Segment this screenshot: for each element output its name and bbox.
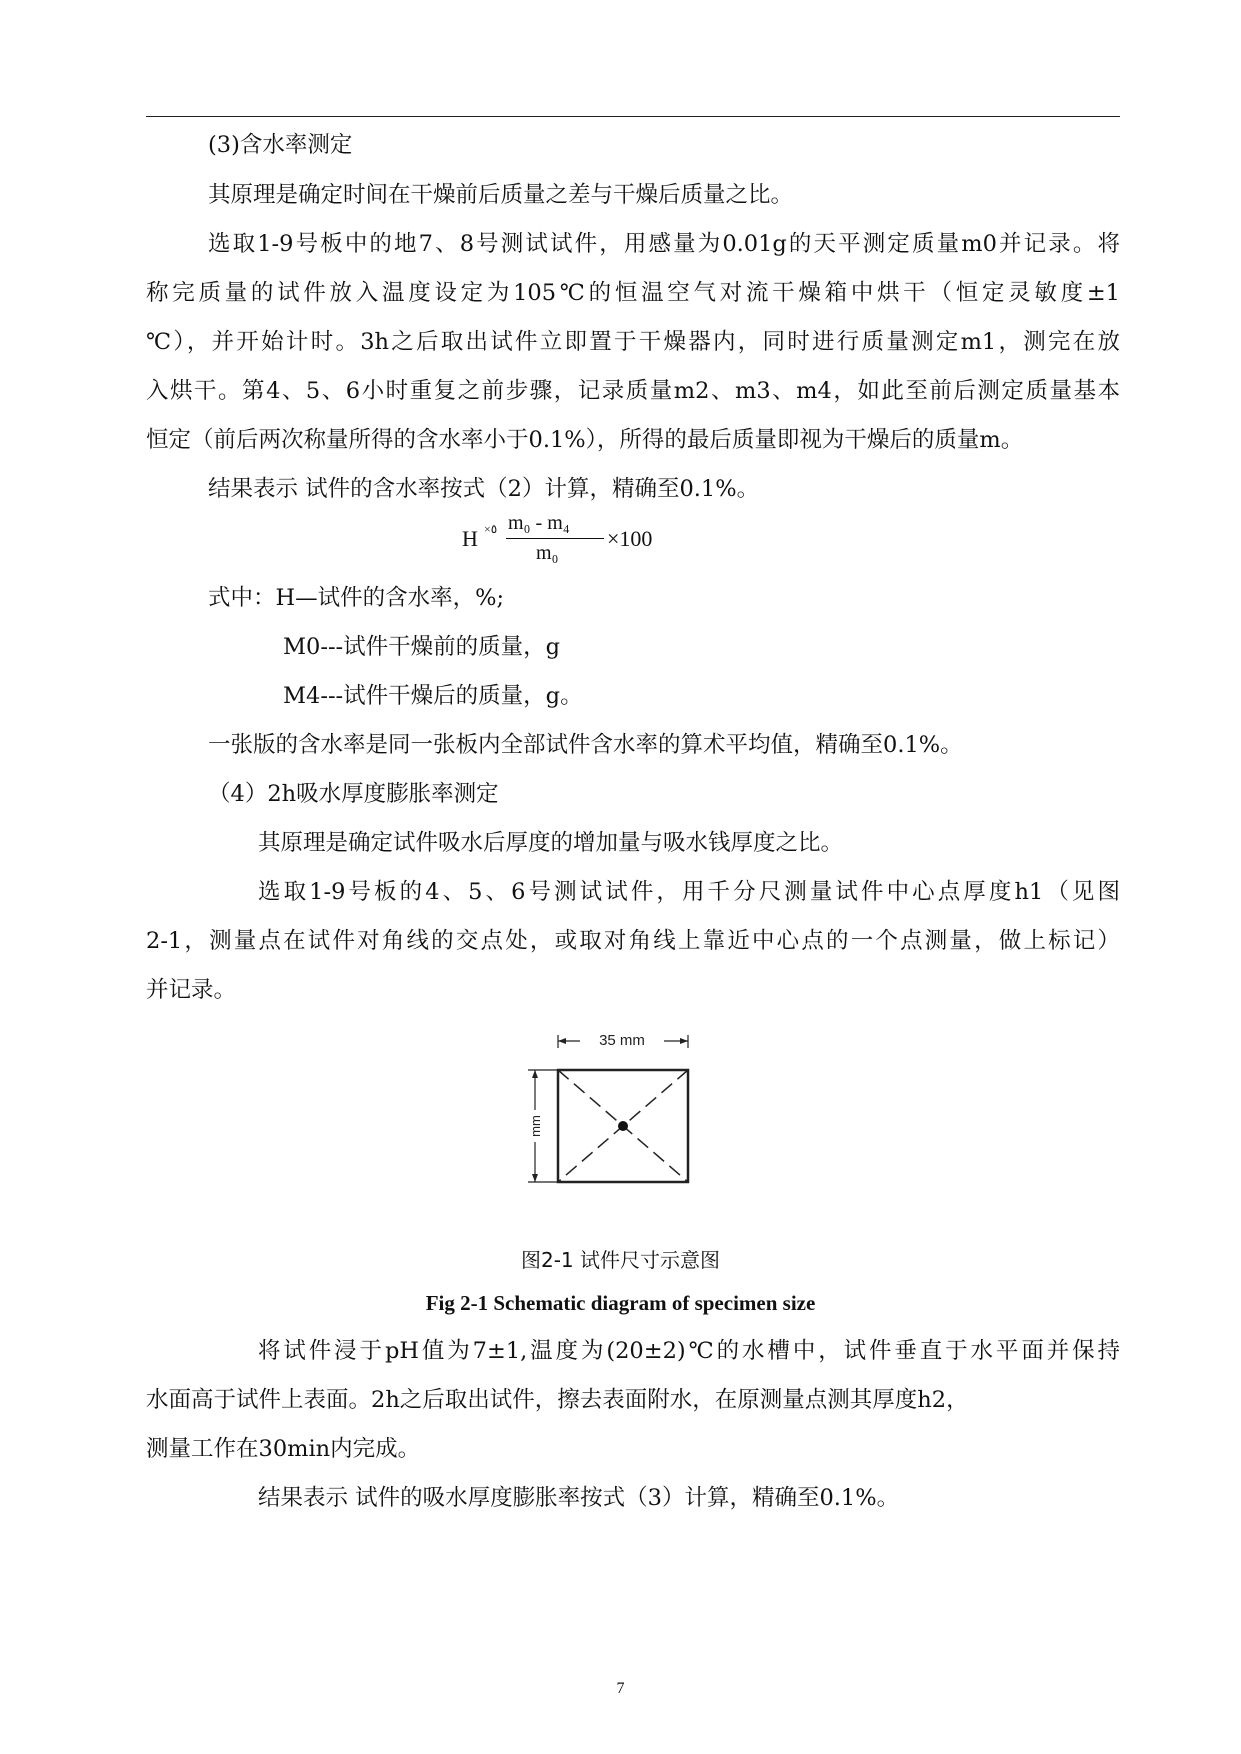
paragraph-line: 将试件浸于pH值为7±1,温度为(20±2)℃的水槽中，试件垂直于水平面并保持 (258, 1338, 1120, 1364)
paragraph-line: ℃），并开始计时。3h之后取出试件立即置于干燥器内，同时进行质量测定m1，测完在放 (146, 329, 1120, 355)
page-number: 7 (616, 1680, 625, 1697)
specimen-diagram (510, 1030, 700, 1200)
result-statement: 结果表示 试件的含水率按式（2）计算，精确至0.1%。 (208, 476, 760, 502)
paragraph-line: 入烘干。第4、5、6小时重复之前步骤，记录质量m2、m3、m4，如此至前后测定质量基本 (146, 378, 1120, 404)
top-dimension-label: 35 mm (599, 1032, 645, 1049)
paragraph-line: 称完质量的试件放入温度设定为105℃的恒温空气对流干燥箱中烘干（恒定灵敏度±1 (146, 280, 1120, 306)
paragraph-line: 测量工作在30min内完成。 (146, 1436, 421, 1462)
formula-denominator: m₀ (536, 542, 559, 564)
paragraph-line: 2-1，测量点在试件对角线的交点处，或取对角线上靠近中心点的一个点测量，做上标记） (146, 928, 1120, 954)
paragraph-line: 其原理是确定时间在干燥前后质量之差与干燥后质量之比。 (208, 182, 794, 208)
paragraph-line: 选取1-9号板的4、5、6号测试试件，用千分尺测量试件中心点厚度h1（见图 (258, 879, 1120, 905)
formula-eq-symbol: ×٥ (484, 522, 498, 536)
variable-definition: 式中：H—试件的含水率，%; (208, 585, 505, 611)
section-heading-swelling: （4）2h吸水厚度膨胀率测定 (208, 781, 499, 807)
paragraph-line: 其原理是确定试件吸水后厚度的增加量与吸水钱厚度之比。 (258, 830, 844, 856)
center-measure-point (618, 1121, 628, 1131)
header-rule (146, 116, 1120, 117)
side-dimension-label: mm (528, 1115, 543, 1137)
variable-definition: M0---试件干燥前的质量，g (283, 634, 561, 660)
figure-caption-cn: 图2-1 试件尺寸示意图 (520, 1248, 721, 1272)
section-heading-moisture: (3)含水率测定 (208, 132, 353, 158)
formula-multiplier: ×100 (607, 526, 653, 551)
variable-definition: M4---试件干燥后的质量，g。 (283, 683, 583, 709)
moisture-formula (462, 512, 702, 572)
paragraph-line: 恒定（前后两次称量所得的含水率小于0.1%），所得的最后质量即视为干燥后的质量m。 (146, 427, 1024, 453)
figure-caption-en: Fig 2-1 Schematic diagram of specimen size (425, 1291, 816, 1315)
paragraph-line: 水面高于试件上表面。2h之后取出试件，擦去表面附水，在原测量点测其厚度h2， (146, 1387, 969, 1413)
formula-numerator: m₀ - m₄ (508, 512, 570, 534)
formula-lhs: H (462, 526, 478, 551)
paragraph-line: 并记录。 (146, 977, 237, 1003)
paragraph-line: 选取1-9号板中的地7、8号测试试件，用感量为0.01g的天平测定质量m0并记录。将 (208, 231, 1120, 257)
result-statement: 结果表示 试件的吸水厚度膨胀率按式（3）计算，精确至0.1%。 (258, 1485, 900, 1511)
paragraph-line: 一张版的含水率是同一张板内全部试件含水率的算术平均值，精确至0.1%。 (208, 732, 963, 758)
fraction-bar (506, 538, 604, 539)
